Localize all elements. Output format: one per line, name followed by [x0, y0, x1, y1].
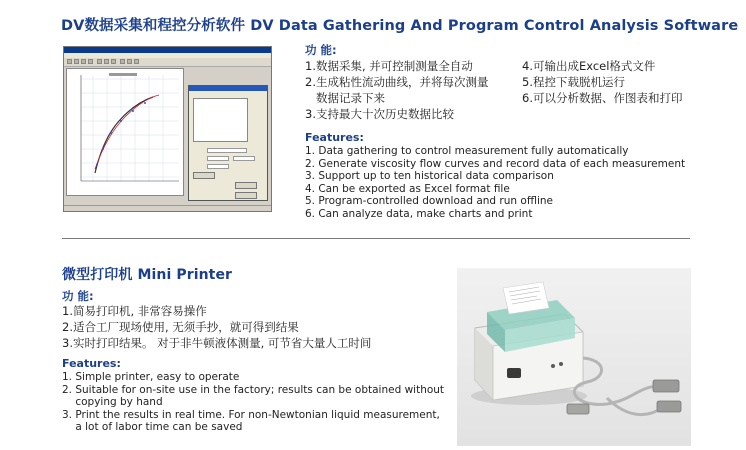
screenshot-dialog — [188, 85, 268, 201]
toolbar-button-icon — [127, 59, 132, 64]
section-divider — [62, 238, 690, 239]
mini-printer-photo — [457, 268, 691, 446]
feature-cn-item: 2.适合工厂现场使用, 无须手抄，就可得到结果 — [62, 320, 299, 334]
printer-features-cn-list — [62, 303, 371, 351]
software-features-en-heading: Features: — [305, 131, 364, 144]
toolbar-button-icon — [88, 59, 93, 64]
feature-en-item: 5. Program-controlled download and run offline — [305, 195, 553, 208]
software-features-cn-list-col1 — [305, 58, 488, 122]
dialog-field — [207, 148, 247, 153]
feature-en-item: 3. Support up to ten historical data comparison — [305, 170, 554, 183]
screenshot-chart-area — [66, 68, 184, 196]
feature-en-item: 6. Can analyze data, make charts and print — [305, 207, 533, 220]
toolbar-button-icon — [74, 59, 79, 64]
software-features-cn-heading: 功 能: — [305, 43, 337, 57]
software-screenshot — [63, 46, 272, 212]
feature-en-item: 1. Data gathering to control measurement fully automatically — [305, 145, 629, 157]
feature-cn-item: 4.可输出成Excel格式文件 — [522, 59, 656, 73]
dialog-titlebar — [189, 86, 267, 91]
printer-features-en-heading: Features: — [62, 357, 121, 370]
feature-cn-item: 1.数据采集, 并可控制测量全自动 — [305, 59, 473, 73]
feature-en-item: 1. Simple printer, easy to operate — [62, 371, 240, 383]
toolbar-button-icon — [104, 59, 109, 64]
toolbar-button-icon — [67, 59, 72, 64]
feature-en-item: 4. Can be exported as Excel format file — [305, 182, 510, 195]
printer-features-cn-heading: 功 能: — [62, 289, 94, 303]
dialog-field — [233, 156, 255, 161]
feature-cn-item: 数据记录下来 — [305, 91, 385, 105]
software-features-en-list — [305, 145, 685, 221]
dialog-field — [207, 156, 229, 161]
dialog-field — [207, 164, 229, 169]
dialog-button — [193, 172, 215, 179]
dialog-button — [235, 182, 257, 189]
feature-en-item: 3. Print the results in real time. For non-Newtonian liquid measurement, — [62, 408, 440, 421]
toolbar-button-icon — [120, 59, 125, 64]
feature-cn-item: 2.生成粘性流动曲线，并将每次测量 — [305, 75, 489, 89]
feature-cn-item: 1.简易打印机, 非常容易操作 — [62, 304, 207, 318]
toolbar-button-icon — [97, 59, 102, 64]
toolbar-button-icon — [111, 59, 116, 64]
toolbar-button-icon — [134, 59, 139, 64]
feature-en-item: 2. Suitable for on-site use in the factory; results can be obtained without — [62, 383, 445, 396]
printer-section-title: 微型打印机 Mini Printer — [62, 267, 233, 283]
feature-cn-item: 6.可以分析数据、作图表和打印 — [522, 91, 683, 105]
dialog-button — [235, 192, 257, 199]
viscosity-curve-graphic — [67, 69, 183, 195]
mini-printer-icon — [457, 268, 691, 446]
feature-cn-item: 3.支持最大十次历史数据比较 — [305, 107, 454, 121]
feature-cn-item: 5.程控下载脱机运行 — [522, 75, 625, 89]
screenshot-toolbar — [64, 58, 271, 67]
printer-features-en-list — [62, 371, 444, 434]
software-section-title: DV数据采集和程控分析软件 DV Data Gathering And Program Control Analysis Software — [61, 18, 739, 34]
toolbar-button-icon — [81, 59, 86, 64]
feature-cn-item: 3.实时打印结果。 对于非牛顿液体测量, 可节省大量人工时间 — [62, 336, 372, 350]
feature-en-item: copying by hand — [62, 396, 163, 409]
screenshot-statusbar — [64, 205, 271, 211]
feature-en-item: a lot of labor time can be saved — [62, 421, 243, 434]
dialog-list-box — [193, 98, 248, 142]
software-features-cn-list-col2 — [522, 58, 682, 106]
feature-en-item: 2. Generate viscosity flow curves and record data of each measurement — [305, 157, 686, 170]
